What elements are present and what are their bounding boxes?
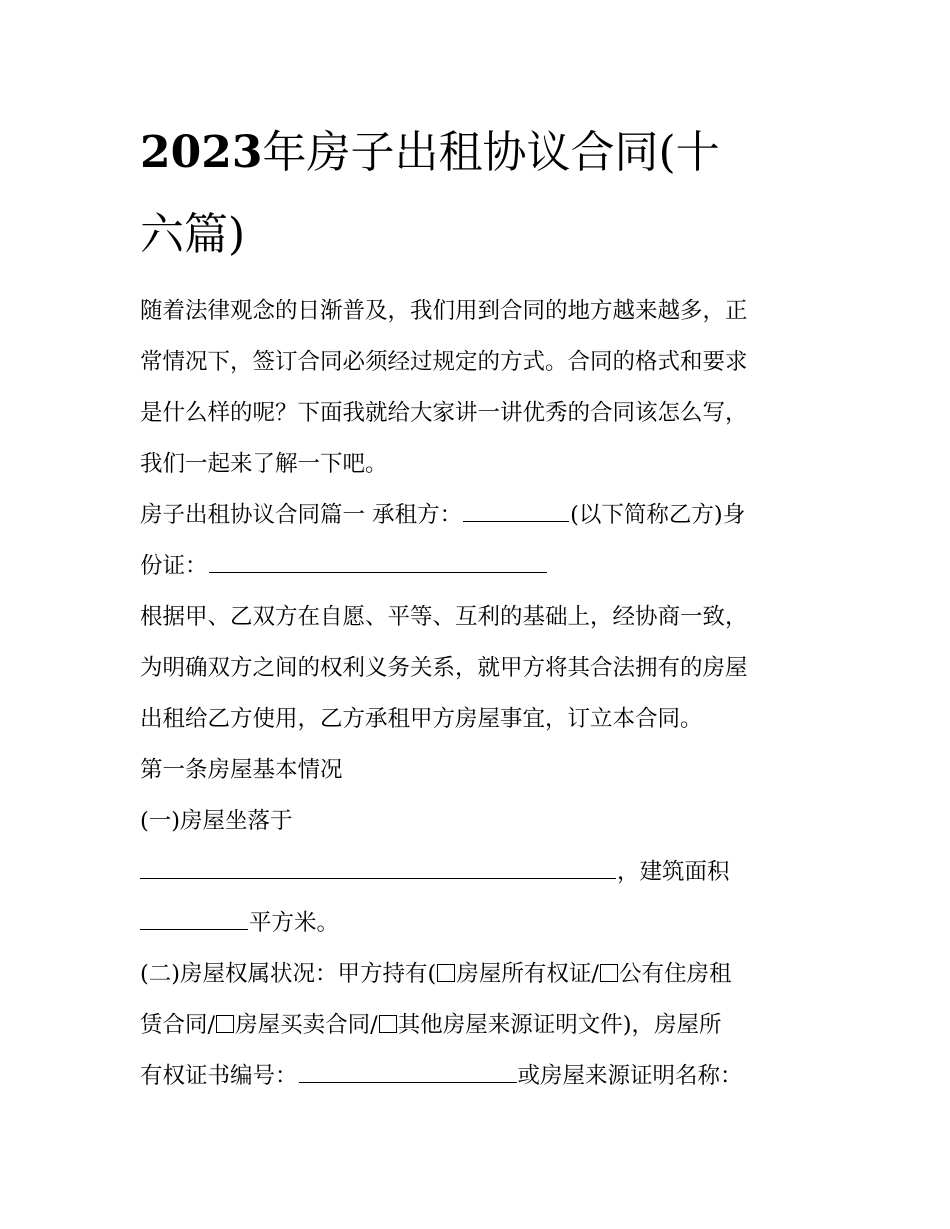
location-label: (一)房屋坐落于 <box>140 808 293 834</box>
id-line <box>140 541 820 592</box>
ownership-option-4: 其他房屋来源证明文件)，房屋所 <box>397 1012 722 1038</box>
area-unit: 平方米。 <box>249 910 340 936</box>
source-name-label: 或房屋来源证明名称： <box>517 1063 743 1089</box>
principle-line: 根据甲、乙双方在自愿、平等、互利的基础上，经协商一致， <box>140 604 748 630</box>
id-label: 份证： <box>140 553 208 579</box>
intro-line: 是什么样的呢？下面我就给大家讲一讲优秀的合同该怎么写， <box>140 400 748 426</box>
id-number-blank <box>209 542 547 573</box>
principle-line: 出租给乙方使用，乙方承租甲方房屋事宜，订立本合同。 <box>140 706 703 732</box>
location-blank <box>140 848 616 879</box>
area-line <box>140 898 820 949</box>
title-line-2: 六篇) <box>140 209 246 260</box>
area-label: ，建筑面积 <box>617 859 730 885</box>
lessee-prefix: 房子出租协议合同篇一 承租方： <box>140 502 463 528</box>
area-blank <box>140 899 248 930</box>
principle-line: 为明确双方之间的权利义务关系，就甲方将其合法拥有的房屋 <box>140 655 748 681</box>
document-page <box>140 112 820 1102</box>
checkbox-other-proof[interactable] <box>379 1015 397 1033</box>
lessee-line <box>140 490 820 541</box>
title-year: 2023 <box>140 127 263 178</box>
ownership-line-1 <box>140 949 820 1000</box>
intro-line: 我们一起来了解一下吧。 <box>140 451 388 477</box>
location-line <box>140 847 820 898</box>
title-line-1: 年房子出租协议合同(十 <box>262 127 720 178</box>
cert-number-line <box>140 1051 820 1102</box>
article-1-heading: 第一条房屋基本情况 <box>140 757 343 783</box>
ownership-option-1: 房屋所有权证/ <box>456 961 599 987</box>
checkbox-ownership-cert[interactable] <box>437 964 455 982</box>
checkbox-purchase-contract[interactable] <box>216 1015 234 1033</box>
ownership-option-2-cont: 赁合同/ <box>140 1012 216 1038</box>
intro-line: 随着法律观念的日渐普及，我们用到合同的地方越来越多，正 <box>140 298 748 324</box>
cert-number-blank <box>299 1052 517 1083</box>
cert-number-label: 有权证书编号： <box>140 1063 298 1089</box>
document-title <box>140 112 820 276</box>
checkbox-public-housing[interactable] <box>600 964 618 982</box>
ownership-prefix: (二)房屋权属状况：甲方持有( <box>140 961 437 987</box>
lessee-name-blank <box>463 491 569 522</box>
ownership-line-2 <box>140 1000 820 1051</box>
intro-line: 常情况下，签订合同必须经过规定的方式。合同的格式和要求 <box>140 349 748 375</box>
ownership-option-3: 房屋买卖合同/ <box>235 1012 378 1038</box>
lessee-suffix: (以下简称乙方)身 <box>570 502 746 528</box>
ownership-option-2: 公有住房租 <box>618 961 732 987</box>
